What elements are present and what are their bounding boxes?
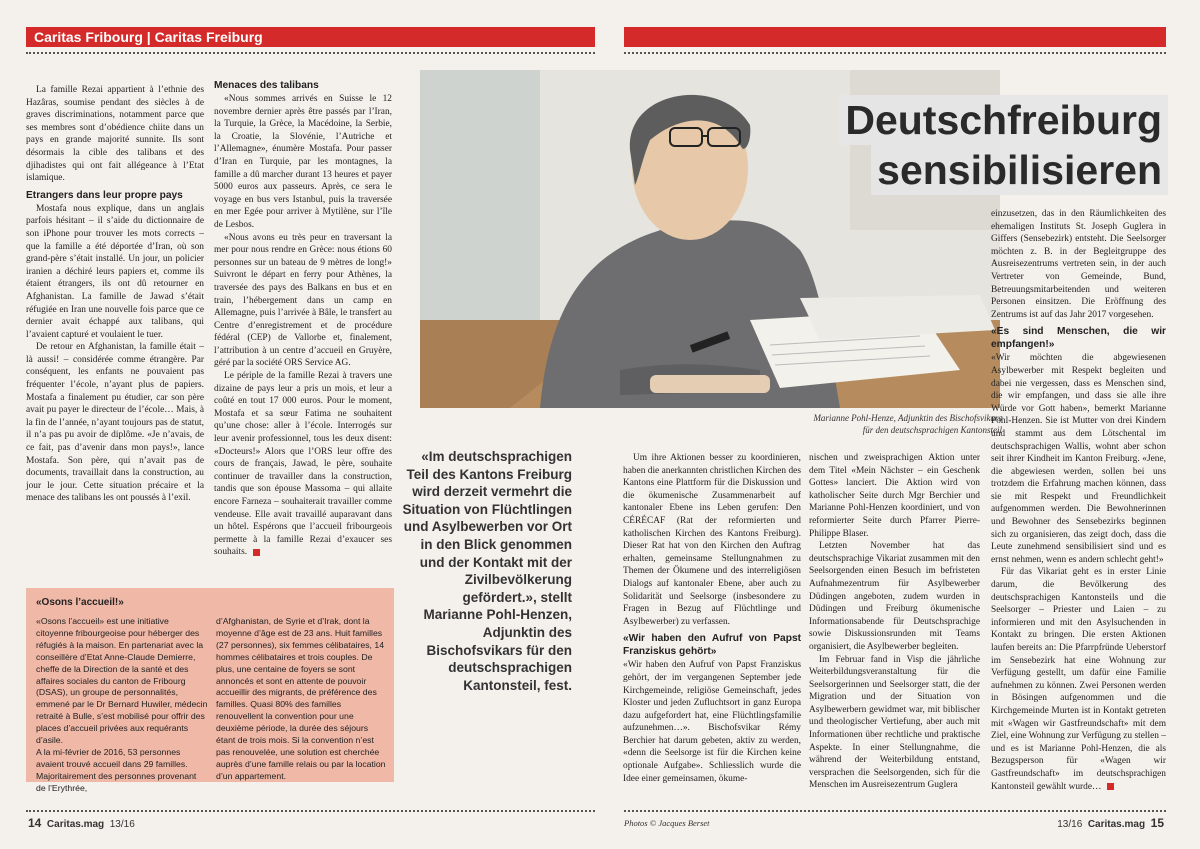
body-paragraph: Mostafa nous explique, dans un anglais parfois hésitant – il s’aide du dictionnaire de son iPhone pour trouver les mots corrects – que la famille a été déportée d’Iran, où son grand-père s’était installé. Un jour, un policier iranien a déchiré leurs papiers et, comme ils étaient étrangers, ils ont dû retourner en Afghanistan. La famille de Jawad s’était réfugiée en Iran une nouvelle fois parce que ce dernier avait échappé aux talibans, qui l’avaient capturé et voulaient le tuer. bbox=[26, 203, 204, 340]
body-paragraph: einzusetzen, das in den Räumlichkeiten des ehemaligen Instituts St. Joseph Guglera in Giffers (Sensebezirk) entsteht. Die Seelsorger möchten z. B. in der Begleitgruppe des Ausreisezentrums vertreten sein, in der auch Vertreter von Gemeinde, Bund, Betreuungsmitarbeitenden und weiteren Personen einsitzen. Die Eröffnung des Zentrums ist auf das Jahr 2017 vorgesehen. bbox=[991, 209, 1166, 320]
right-footer-rule bbox=[624, 810, 1166, 812]
section-title: Caritas Fribourg | Caritas Freiburg bbox=[34, 29, 263, 45]
left-footer bbox=[28, 816, 135, 830]
right-header-rule bbox=[624, 52, 1166, 54]
body-paragraph: Im Februar fand in Visp die jährliche Weiterbildungsveranstaltung für die Seelsorgerinnen und Seelsorger statt, die der Migration und der Situation von Asylbewerbern gewidmet war, mit biblischer und theologischer Vertiefung, aber auch mit Informationen über rechtliche und praktische Aspekte. In einer Stellungnahme, die während der Weiterbildung entstand, versprachen die Seelsorgenden, sich für die Menschen im Ausreisezentrum Guglera bbox=[809, 654, 980, 791]
subheading: Etrangers dans leur propre pays bbox=[26, 189, 183, 201]
caption-line-2: für den deutschsprachigen Kantonsteil bbox=[862, 425, 1002, 435]
article-title bbox=[760, 95, 1168, 195]
body-paragraph: La famille Rezai appartient à l’ethnie des Hazâras, soumise pendant des siècles à de graves discriminations, notamment parce que ses membres sont d’obédience chiite dans un pays en grande majorité sunnite. Ils sont désormais la cible des talibans et des djihadistes qui ont fait allégeance à l’Etat islamique. bbox=[26, 85, 204, 184]
caption-line-1: Marianne Pohl-Henze, Adjunktin des Bischofsvikars bbox=[813, 413, 1002, 423]
magazine-name: Caritas.mag bbox=[46, 819, 105, 830]
body-paragraph: Letzten November hat das deutschsprachige Vikariat zusammen mit den Seelsorgenden einen Besuch im befristeten Aufnahmezentrum für Asylbewerber Düdingen angeboten, zudem wurden in Düdingen und Freiburg ökumenische Informationsabende für Deutschsprachige sowie Diskussionsrunden mit Teams organisiert, die Asylbewerber begleiten. bbox=[809, 541, 980, 652]
box-column-1: «Osons l’accueil» est une initiative citoyenne fribourgeoise pour héberger des réfugiés à la maison. En partenariat avec la conseillère d’Etat Anne-Claude Demierre, cheffe de la Direction de la santé et des affaires sociales du canton de Fribourg (DSAS), un groupe de personnalités, emmené par le Dr Bernard Huwiler, médecin retraité à Bulle, s’est mobilisé pour offrir des places d’accueil privées aux requérants d’asile. A la mi-février de 2016, 53 personnes avaient trouvé accueil dans 29 familles. Majoritairement des personnes provenant de l’Erythrée, bbox=[36, 616, 208, 793]
subheading: «Es sind Menschen, die wir empfangen!» bbox=[991, 326, 1166, 351]
info-box bbox=[26, 588, 394, 793]
left-column-1 bbox=[26, 84, 204, 505]
photo-caption bbox=[700, 412, 1002, 436]
end-mark-icon bbox=[253, 549, 260, 556]
right-header-bar bbox=[624, 27, 1166, 47]
body-text: Für das Vikariat geht es in erster Linie darum, die Bevölkerung des deutschsprachigen Kantonsteils und die Seelsorger – Priester und Laien – zu informieren und mit den Asylsuchenden in Kontakt zu bringen. Die ersten Aktionen laufen bereits an: Die Pfarrpfründe Ueberstorf im Sensebezirk hat eine Wohnung zur Verfügung gestellt, um dafür eine Familie aufnehmen zu können. Zwei Personen werden in Bösingen aufgenommen und die Kirchgemeinde Murten ist in Kontakt getreten mit «Wagen wir Gastfreundschaft» mit dem Ziel, eine Wohnung zur Verfügung zu stellen – und es ist Marianne Pohl-Henzen, die als Bezugsperson für «Wagen wir Gastfreundschaft» im deutschsprachigen Kantonsteil gewählt wurde… bbox=[991, 567, 1166, 792]
body-paragraph: «Nous sommes arrivés en Suisse le 12 novembre dernier après être passés par l’Iran, la Turquie, la Grèce, la Macédoine, la Serbie, la Croatie, la Slovénie, l’Autriche et l’Allemagne», énumère Mostafa. Pour passer d’Iran en Turquie, par les montagnes, la famille a dû marcher durant 13 heures et payer 5000 euros aux passeurs. Après, ce sera le voyage en bus vers Istanbul, puis la traversée en mer Egée pour arriver à Mytilène, sur l’île de Lesbos. bbox=[214, 94, 392, 230]
box-column-2: d’Afghanistan, de Syrie et d’Irak, dont la moyenne d’âge est de 23 ans. Huit familles (27 personnes), six femmes célibataires, 14 hommes célibataires et trois couples. De plus, une centaine de foyers se sont annoncés et sont en attente de pouvoir accueillir des migrants, de préférence des familles. Quasi 80% des familles renouvellent la convention pour une deuxième période, la durée des séjours étant de trois mois. Si la convention n’est pas renouvelée, une solution est cherchée auprès d’une famille relais ou par la location d’un appartement. bbox=[216, 616, 386, 781]
right-footer bbox=[1057, 816, 1164, 830]
title-line-1: Deutschfreiburg bbox=[839, 95, 1168, 145]
body-paragraph: «Wir möchten die abgewiesenen Asylbewerber mit Respekt begleiten und dabei nie vergessen, dass es Menschen sind, die wir empfangen, und dass sie alle ihre Würde vor Gott haben», bemerkt Marianne Pohl-Henzen. Sie ist Mutter von drei Kindern und stammt aus dem Lötschental im deutschsprachigen Wallis, wohnt aber schon seit ihrer Kindheit im Kanton Freiburg. «Jene, die abgewiesen werden, sollen bei uns trotzdem die Erfahrung machen können, dass sie mit Respekt und Freundlichkeit aufgenommen werden. Die Bewohnerinnen und Bewohner des Sensebezirks beginnen sich zu organisieren, das zeigt doch, dass die Leute zunehmend sensibilisiert sind und es ernst nehmen, wenn es andern schlecht geht!» bbox=[991, 353, 1166, 565]
magazine-name: Caritas.mag bbox=[1087, 819, 1146, 830]
page-number: 15 bbox=[1150, 816, 1164, 830]
body-paragraph bbox=[991, 566, 1166, 793]
subheading: «Wir haben den Aufruf von Papst Franziskus gehört» bbox=[623, 633, 801, 658]
subheading: Menaces des talibans bbox=[214, 80, 319, 91]
body-paragraph bbox=[214, 370, 392, 559]
right-column-3 bbox=[991, 208, 1166, 793]
photo-credit: Photos © Jacques Berset bbox=[624, 818, 710, 828]
issue-number: 13/16 bbox=[109, 819, 135, 830]
left-header-rule bbox=[26, 52, 595, 54]
right-column-2 bbox=[809, 452, 980, 792]
body-text: Le périple de la famille Rezai à travers une dizaine de pays leur a pris un mois, et leur a coûté en tout 17 000 euros. Pour le moment, Mostafa et sa sœur Fatima ne souhaitent qu’une chose: aller à l’école. Interrogés sur leur avenir professionnel, tous les deux disent: «Docteurs!» Alors que l’ORS leur offre des cours de français, Jawad, le père, souhaite continuer de travailler dans la construction, tandis que son épouse Massoma – qui allaite encore Farneza – souhaiterait travailler comme vendeuse. Elle avait travaillé auparavant dans un hôtel. Espérons que l’accueil fribourgeois permette à la famille Rezai d’exaucer ses souhaits. bbox=[214, 371, 392, 558]
body-paragraph: De retour en Afghanistan, la famille était – là aussi! – considérée comme étrangère. Par conséquent, les enfants ne pouvaient pas fréquenter l’école, n’ayant plus de papiers. Mostafa a finalement pu étudier, car son père avait pu payer le directeur de l’école… Mais, à la fin de l’année, n’ayant toujours pas de statut, il n’a pas pu avoir de diplôme. «Je n’avais, de ce fait, pas d’avenir dans mon pays!», lance Mostafa. Son père, qui n’avait pas de documents, travaillait dans la construction, au jour le jour. Cette situation précaire et la menace des talibans les ont poussés à l’exil. bbox=[26, 342, 204, 504]
title-line-2: sensibilisieren bbox=[871, 145, 1168, 195]
page-number: 14 bbox=[28, 816, 42, 830]
left-header-bar bbox=[26, 27, 595, 47]
body-paragraph: «Wir haben den Aufruf von Papst Franziskus gehört, der im vergangenen September jede Kirchgemeinde, religiöse Gemeinschaft, jedes Kloster und jeden Zufluchtsort in ganz Europa dazu aufgefordert hat, eine Flüchtlingsfamilie aufzunehmen…». Bischofsvikar Rémy Berchier hat darum gebeten, aktiv zu werden, «denn die Seelsorge ist für die Kirchen keine optionale Aufgabe». Schliesslich wurde die Idee einer gemeinsamen, ökume- bbox=[623, 660, 801, 784]
pull-quote: «Im deutschsprachigen Teil des Kantons Freiburg wird derzeit vermehrt die Situation von Flüchtlingen und Asylbewerben vor Ort in den Blick genommen und der Kontakt mit der Zivilbevölkerung gefördert.», stellt Marianne Pohl-Henzen, Adjunktin des Bischofsvikars für den deutschsprachigen Kantonsteil, fest. bbox=[402, 449, 572, 693]
body-paragraph: nischen und zweisprachigen Aktion unter dem Titel «Mein Nächster – ein Geschenk Gottes» lanciert. Die Aktion wird von katholischer Seite durch Mgr Berchier und Marianne Pohl-Henzen koordiniert, und von reformierter Seite durch Pfarrer Pierre-Philippe Blaser. bbox=[809, 453, 980, 539]
issue-number: 13/16 bbox=[1057, 819, 1083, 830]
end-mark-icon bbox=[1107, 783, 1114, 790]
box-title: «Osons l’accueil!» bbox=[36, 597, 124, 608]
body-paragraph: Um ihre Aktionen besser zu koordinieren, haben die anerkannten christlichen Kirchen des Kantons eine Plattform für die Diskussion und die ökumenische Zusammenarbeit auf kantonaler Ebene ins Leben gerufen: Den CÉRÉCAF (Rat der reformierten und katholischen Kirchen des Kantons Freiburg). Dieser Rat hat von den Kirchen den Auftrag erhalten, gemeinsame Stellungnahmen zu Themen der Ökumene und des interreligiösen Dialogs auf kantonaler Ebene, aber auch zu Solidarität und Seelsorge (insbesondere zu Fragen in Bezug auf Flüchtlinge und Asylbewerber) zu verfassen. bbox=[623, 453, 801, 627]
left-column-2 bbox=[214, 79, 392, 559]
left-footer-rule bbox=[26, 810, 595, 812]
body-paragraph: «Nous avons eu très peur en traversant la mer pour nous rendre en Grèce: nous étions 60 personnes sur un bateau de 9 mètres de long!» Suivront le départ en ferry pour Athènes, la traversée des pays des Balkans en bus et en train, l’hébergement dans un camp en Allemagne, puis l’arrivée à Bâle, le transfert au Centre d’enregistrement et de procédure fédéral (CEP) de Vallorbe et, finalement, l’attribution à un centre d’accueil en Gruyère, géré par la société ORS Service AG. bbox=[214, 232, 392, 369]
right-column-1 bbox=[623, 452, 801, 785]
